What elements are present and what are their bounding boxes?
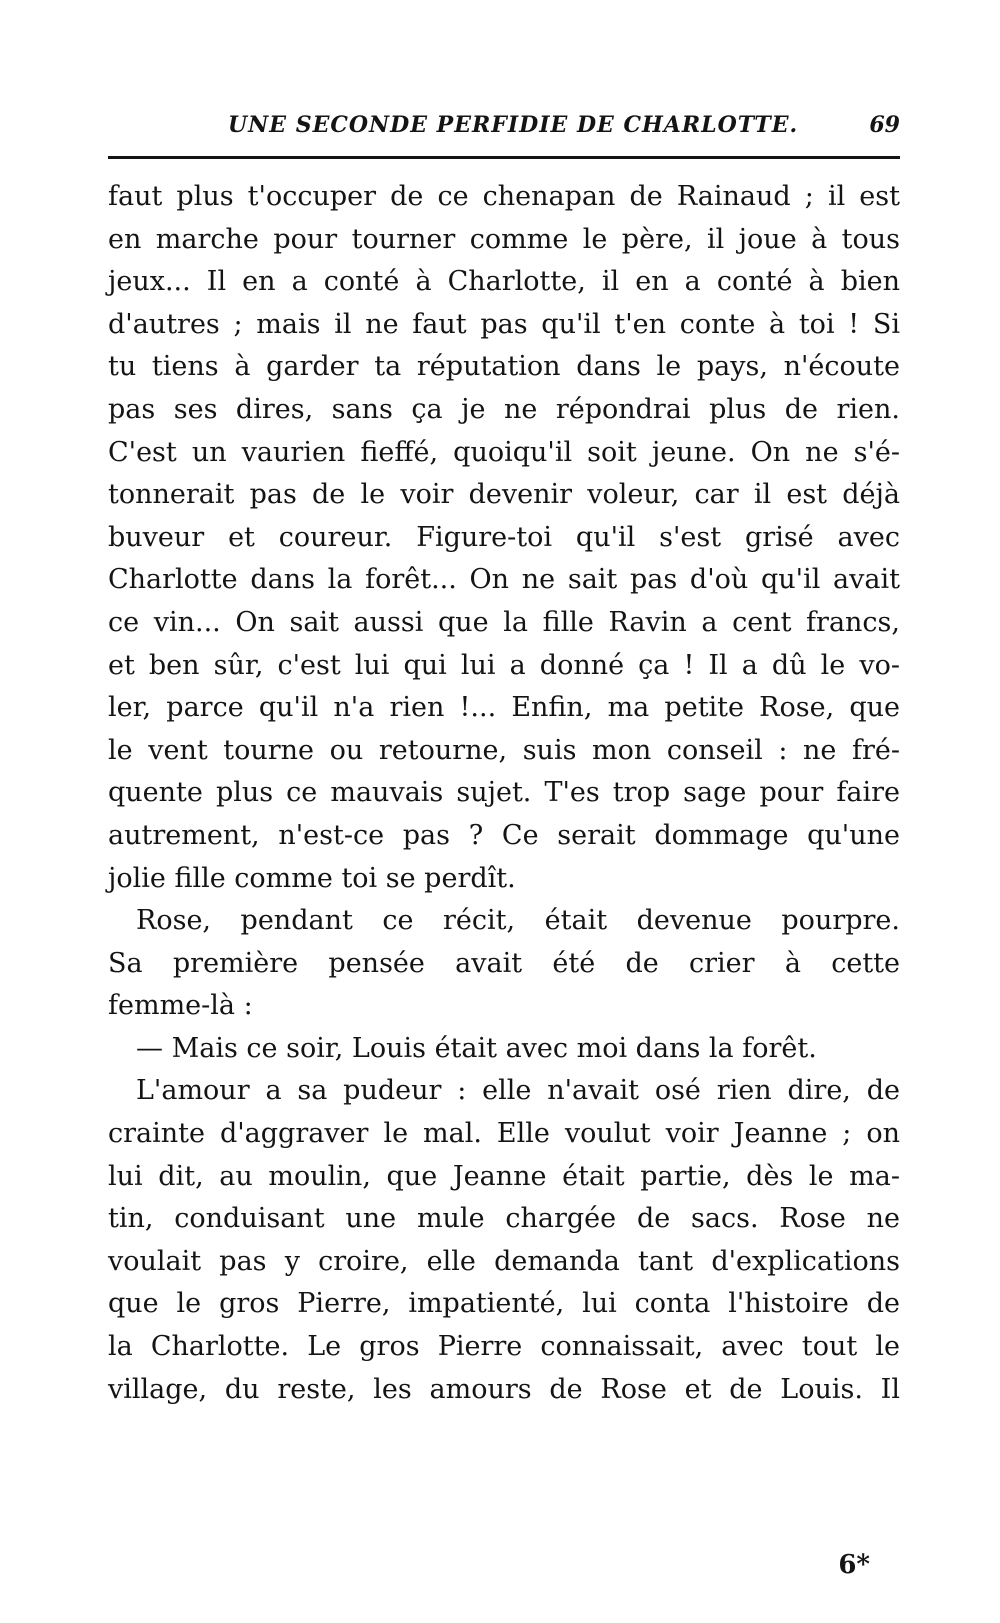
text-line: le vent tourne ou retourne, suis mon conseil : ne fré- bbox=[108, 734, 900, 766]
text-line: tin, conduisant une mule chargée de sacs. Rose ne bbox=[108, 1203, 900, 1235]
text-line: C'est un vaurien fieffé, quoiqu'il soit jeune. On ne s'é- bbox=[108, 436, 900, 468]
text-line: voulait pas y croire, elle demanda tant d'explications bbox=[108, 1245, 900, 1277]
text-line: crainte d'aggraver le mal. Elle voulut voir Jeanne ; on bbox=[108, 1118, 900, 1150]
page-header bbox=[108, 104, 900, 144]
body-text bbox=[108, 176, 900, 1411]
text-line: femme-là : bbox=[108, 990, 253, 1022]
running-title: UNE SECONDE PERFIDIE DE CHARLOTTE. bbox=[228, 112, 799, 138]
text-line: ler, parce qu'il n'a rien !... Enfin, ma petite Rose, que bbox=[108, 692, 900, 724]
text-line: Rose, pendant ce récit, était devenue pourpre. bbox=[136, 905, 900, 937]
text-line: village, du reste, les amours de Rose et de Louis. Il bbox=[108, 1373, 900, 1405]
text-line: jolie fille comme toi se perdît. bbox=[108, 862, 516, 894]
text-line: L'amour a sa pudeur : elle n'avait osé rien dire, de bbox=[136, 1075, 900, 1107]
text-line: autrement, n'est-ce pas ? Ce serait dommage qu'une bbox=[108, 819, 900, 851]
text-line: jeux... Il en a conté à Charlotte, il en a conté à bien bbox=[108, 266, 900, 298]
header-rule bbox=[108, 156, 900, 159]
text-line: tu tiens à garder ta réputation dans le pays, n'écoute bbox=[108, 351, 900, 383]
text-line: et ben sûr, c'est lui qui lui a donné ça ! Il a dû le vo- bbox=[108, 649, 900, 681]
text-line: faut plus t'occuper de ce chenapan de Rainaud ; il est bbox=[108, 181, 900, 212]
text-line: Sa première pensée avait été de crier à cette bbox=[108, 947, 900, 979]
signature-mark: 6* bbox=[838, 1550, 870, 1580]
text-line: pas ses dires, sans ça je ne répondrai plus de rien. bbox=[108, 393, 900, 425]
text-line: buveur et coureur. Figure-toi qu'il s'est grisé avec bbox=[108, 521, 900, 553]
text-line: la Charlotte. Le gros Pierre connaissait, avec tout le bbox=[108, 1331, 900, 1363]
text-line: d'autres ; mais il ne faut pas qu'il t'en conte à toi ! Si bbox=[108, 308, 900, 340]
text-line: lui dit, au moulin, que Jeanne était partie, dès le ma- bbox=[108, 1160, 900, 1192]
text-line: que le gros Pierre, impatienté, lui conta l'histoire de bbox=[108, 1288, 900, 1320]
text-line: Charlotte dans la forêt... On ne sait pas d'où qu'il avait bbox=[108, 564, 900, 596]
page-number: 69 bbox=[869, 112, 900, 138]
text-line: ce vin... On sait aussi que la fille Ravin a cent francs, bbox=[108, 606, 900, 638]
text-line: en marche pour tourner comme le père, il joue à tous bbox=[108, 223, 900, 255]
dialogue-line: — Mais ce soir, Louis était avec moi dans la forêt. bbox=[136, 1032, 817, 1064]
text-line: quente plus ce mauvais sujet. T'es trop sage pour faire bbox=[108, 777, 900, 809]
text-line: tonnerait pas de le voir devenir voleur, car il est déjà bbox=[108, 479, 900, 511]
